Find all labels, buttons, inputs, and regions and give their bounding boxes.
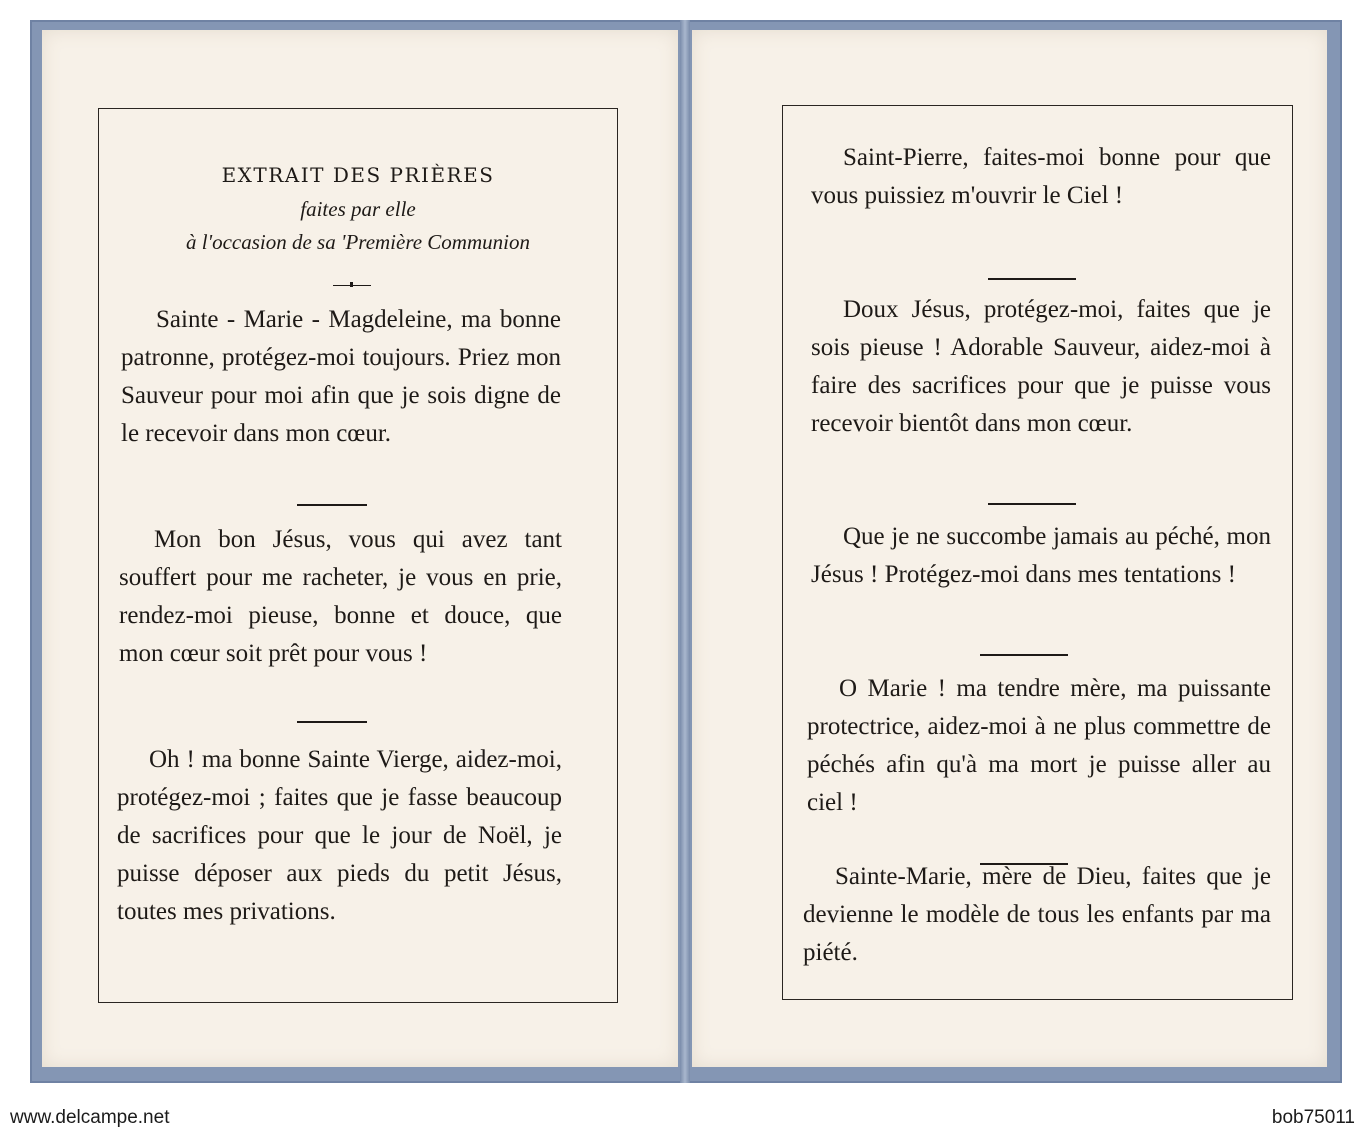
divider-rule xyxy=(980,654,1068,656)
divider-rule xyxy=(297,504,367,506)
watermark-seller: bob75011 xyxy=(1271,1107,1355,1128)
right-page xyxy=(692,30,1327,1067)
subtitle-line-1: faites par elle xyxy=(300,197,416,221)
right-frame xyxy=(782,105,1293,1000)
prayer-paragraph: O Marie ! ma tendre mère, ma puissante protectrice, aidez-moi à ne plus commettre de péchés afin qu'à ma mort je puisse aller au ciel ! xyxy=(807,675,1271,816)
prayer-paragraph: Doux Jésus, protégez-moi, faites que je sois pieuse ! Adorable Sauveur, aidez-moi à faire des sacrifices pour que je puisse vous recevoir bientôt dans mon cœur. xyxy=(811,296,1271,437)
prayer-paragraph: Mon bon Jésus, vous qui avez tant souffert pour me racheter, je vous en prie, rendez-moi pieuse, bonne et douce, que mon cœur soit prêt pour vous ! xyxy=(119,526,562,667)
prayer-paragraph: Sainte - Marie - Magdeleine, ma bonne patronne, protégez-moi toujours. Priez mon Sauveur pour moi afin que je sois digne de le recevoir dans mon cœur. xyxy=(121,306,561,447)
prayer-paragraph: Saint-Pierre, faites-moi bonne pour que vous puissiez m'ouvrir le Ciel ! xyxy=(811,144,1271,209)
prayer-card xyxy=(30,20,1342,1083)
prayer-paragraph: Que je ne succombe jamais au péché, mon Jésus ! Protégez-moi dans mes tentations ! xyxy=(811,523,1271,588)
prayer-paragraph: Oh ! ma bonne Sainte Vierge, aidez-moi, protégez-moi ; faites que je fasse beaucoup de sacrifices pour que le jour de Noël, je puisse déposer aux pieds du petit Jésus, toutes mes privations. xyxy=(117,746,562,925)
prayer-paragraph: Sainte-Marie, mère de Dieu, faites que je devienne le modèle de tous les enfants par ma piété. xyxy=(803,863,1271,966)
page-title: EXTRAIT DES PRIÈRES xyxy=(221,163,495,187)
left-frame xyxy=(98,108,618,1003)
card-fold-spine xyxy=(680,20,690,1083)
watermark-site: www.delcampe.net xyxy=(10,1107,170,1128)
left-page xyxy=(42,30,678,1067)
divider-rule xyxy=(988,278,1076,280)
title-ornament xyxy=(333,279,371,286)
divider-rule xyxy=(988,503,1076,505)
subtitle-line-2: à l'occasion de sa 'Première Communion xyxy=(186,230,530,254)
divider-rule xyxy=(297,721,367,723)
